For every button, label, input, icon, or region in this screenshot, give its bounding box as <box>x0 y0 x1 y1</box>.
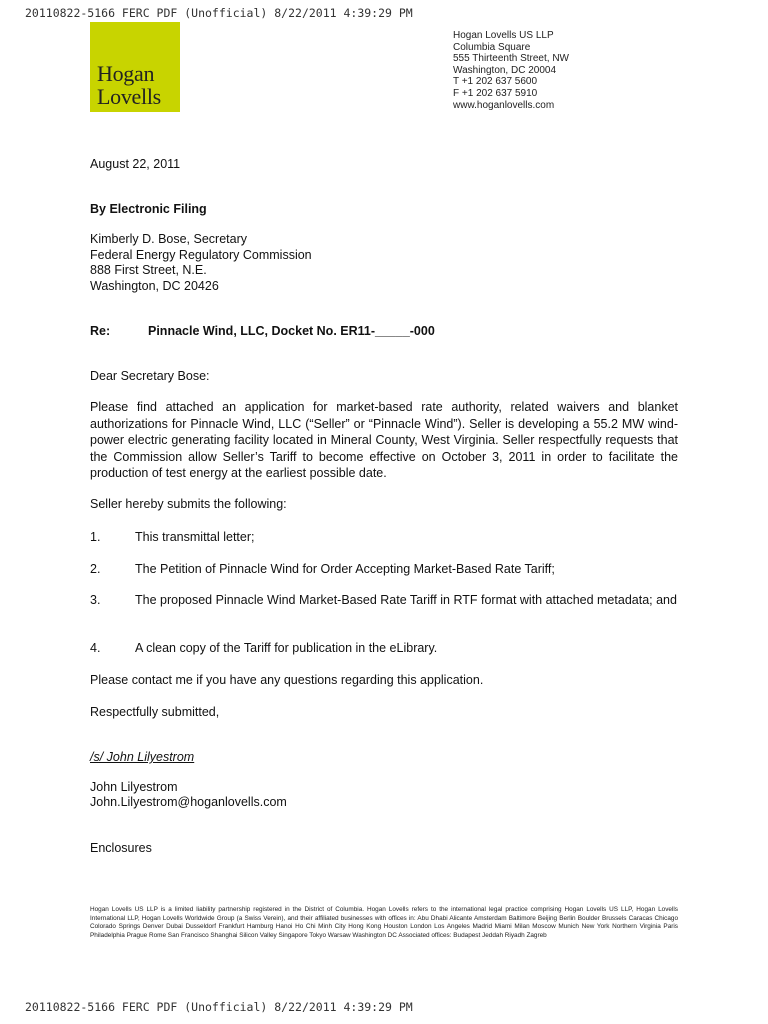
firm-street: 555 Thirteenth Street, NW <box>453 53 569 65</box>
re-subject: Pinnacle Wind, LLC, Docket No. ER11-_____-000 <box>148 324 435 338</box>
logo-line-1: Hogan <box>97 61 155 86</box>
list-item-number: 3. <box>90 593 101 607</box>
firm-building: Columbia Square <box>453 41 531 53</box>
ferc-footer-stamp: 20110822-5166 FERC PDF (Unofficial) 8/22/2011 4:39:29 PM <box>25 1000 413 1014</box>
recipient-line: Kimberly D. Bose, Secretary <box>90 232 247 246</box>
enclosures-label: Enclosures <box>90 841 152 855</box>
list-item-text: A clean copy of the Tariff for publication in the eLibrary. <box>135 641 438 655</box>
salutation: Dear Secretary Bose: <box>90 369 210 383</box>
list-item-text: The Petition of Pinnacle Wind for Order Accepting Market-Based Rate Tariff; <box>135 562 555 576</box>
list-item-text: The proposed Pinnacle Wind Market-Based Rate Tariff in RTF format with attached metadata; and <box>135 593 677 607</box>
letter-date: August 22, 2011 <box>90 157 181 171</box>
legal-footer: Hogan Lovells US LLP is a limited liability partnership registered in the District of Columbia. Hogan Lovells refers to the international legal practice comprising Hogan Lovells US LLP, Hogan Lovells International LLP, Hogan Lovells Worldwide Group (a Swiss Verein), and their affiliated businesses with offices in: Abu Dhabi Alicante Amsterdam Baltimore Beijing Berlin Boulder Brussels Caracas Chicago Colorado Springs Denver Dubai Dusseldorf Frankfurt Hamburg Hanoi Ho Chi Minh City Hong Kong Houston London Los Angeles Madrid Miami Milan Moscow Munich New York Northern Virginia Paris Philadelphia Prague Rome San Francisco Shanghai Silicon Valley Singapore Tokyo Warsaw Washington DC Associated offices: Budapest Jeddah Riyadh Zagreb <box>90 906 678 939</box>
firm-fax: F +1 202 637 5910 <box>453 87 538 99</box>
recipient-line: Washington, DC 20426 <box>90 278 219 293</box>
signer-name: John Lilyestrom <box>90 780 178 794</box>
body-paragraph: Please find attached an application for market-based rate authority, related waivers and blanket authorizations for Pinnacle Wind, LLC (“Seller” or “Pinnacle Wind”). Seller is developing a 55.2 MW wind-power electric generating facility located in Mineral County, West Virginia. Seller respectfully requests that the Commission allow Seller’s Tariff to become effective on October 3, 2011 in order to facilitate the production of test energy at the earliest possible date. <box>90 400 678 480</box>
list-item <box>90 529 678 546</box>
contact-line: Please contact me if you have any questions regarding this application. <box>90 673 484 687</box>
recipient-line: Federal Energy Regulatory Commission <box>90 247 312 262</box>
firm-phone: T +1 202 637 5600 <box>453 76 538 88</box>
list-item-number: 1. <box>90 530 101 544</box>
signer-email: John.Lilyestrom@hoganlovells.com <box>90 795 287 809</box>
list-item <box>90 640 678 657</box>
closing: Respectfully submitted, <box>90 705 220 719</box>
recipient-block <box>90 232 312 294</box>
electronic-signature: /s/ John Lilyestrom <box>90 750 195 764</box>
hogan-lovells-logo <box>90 22 180 112</box>
logo-text <box>97 62 161 108</box>
list-item-text: This transmittal letter; <box>135 530 255 544</box>
recipient-line: 888 First Street, N.E. <box>90 263 207 277</box>
list-item-number: 4. <box>90 641 101 655</box>
filing-method: By Electronic Filing <box>90 202 207 216</box>
logo-line-2: Lovells <box>97 84 161 109</box>
list-item <box>90 592 678 609</box>
list-item <box>90 561 678 578</box>
firm-address-block <box>453 30 569 111</box>
ferc-header-stamp: 20110822-5166 FERC PDF (Unofficial) 8/22/2011 4:39:29 PM <box>25 6 413 20</box>
firm-name: Hogan Lovells US LLP <box>453 30 554 41</box>
firm-city: Washington, DC 20004 <box>453 64 557 76</box>
list-item-number: 2. <box>90 562 101 576</box>
re-label: Re: <box>90 324 111 338</box>
submits-intro: Seller hereby submits the following: <box>90 497 287 511</box>
firm-website: www.hoganlovells.com <box>453 99 555 111</box>
